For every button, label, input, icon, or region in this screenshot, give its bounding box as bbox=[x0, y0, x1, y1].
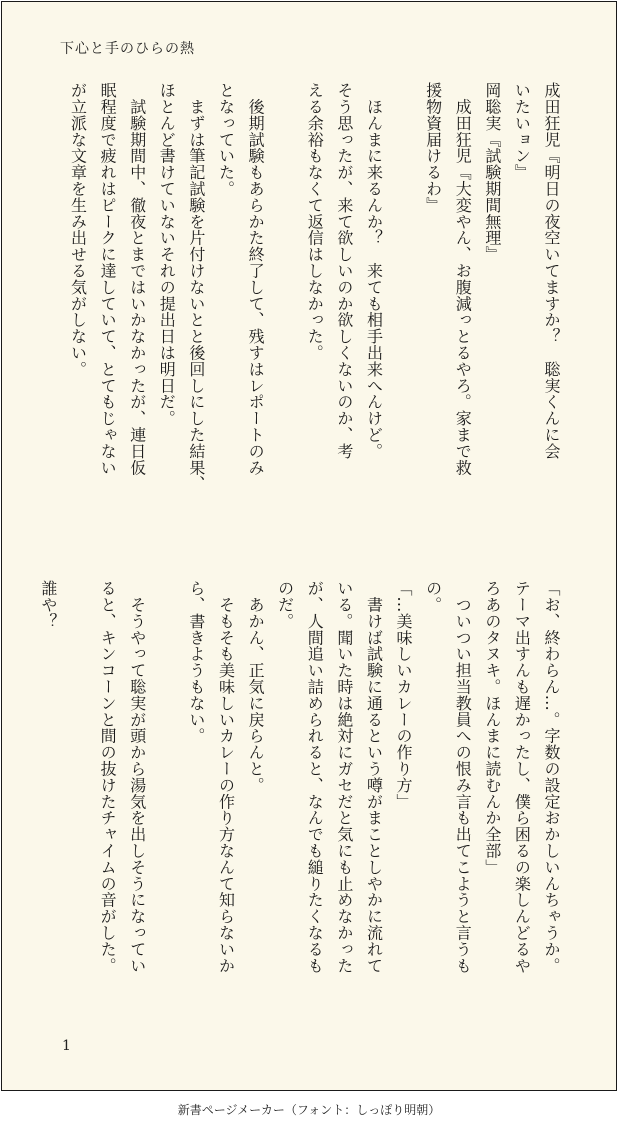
text-line: 後期試験もあらかた終了して、残すはレポートのみ bbox=[246, 82, 266, 476]
text-line: 「…美味しいカレーの作り方」 bbox=[394, 580, 414, 810]
footer-credit: 新書ページメーカー（フォント：しっぽり明朝） bbox=[177, 1103, 441, 1117]
text-line: の。 bbox=[423, 580, 443, 613]
text-line: 誰や？ bbox=[38, 580, 58, 630]
page-number: 1 bbox=[62, 1038, 71, 1054]
lower-text-block bbox=[38, 580, 566, 1040]
text-line: 岡聡実『試験期間無理』 bbox=[482, 82, 502, 263]
text-line: ろあのタヌキ。ほんまに読むんか全部」 bbox=[482, 580, 502, 876]
page-title: 下心と手のひらの熱 bbox=[60, 41, 195, 57]
text-line: 成田狂児『明日の夜空いてますか？ 聡実くんに会 bbox=[542, 82, 561, 460]
text-line: となっていた。 bbox=[216, 82, 236, 197]
upper-text-block bbox=[60, 82, 566, 542]
blank-line bbox=[388, 82, 418, 542]
blank-line bbox=[270, 82, 300, 542]
text-line: そもそも美味しいカレーの作り方なんて知らないか bbox=[216, 580, 236, 974]
text-line: 試験期間中、徹夜とまではいかなかったが、連日仮 bbox=[127, 82, 147, 476]
text-line: 援物資届けるわ』 bbox=[423, 82, 443, 214]
text-line: 「お、終わらん…。字数の設定おかしいんちゃうか。 bbox=[542, 580, 561, 974]
text-line: が立派な文章を生み出せる気がしない。 bbox=[68, 82, 88, 378]
text-line: いたいョン』 bbox=[512, 82, 532, 181]
text-line: ほんまに来るんか？ 来ても相手出来へんけど。 bbox=[364, 82, 384, 460]
text-line: そうやって聡実が頭から湯気を出しそうになってい bbox=[127, 580, 147, 974]
text-line: のだ。 bbox=[275, 580, 295, 630]
text-line: まずは筆記試験を片付けないとと後回しにした結果、 bbox=[186, 82, 206, 492]
text-line: 眠程度で疲れはピークに達していて、とてもじゃない bbox=[98, 82, 118, 476]
text-line: ほとんど書けていないそれの提出日は明日だ。 bbox=[157, 82, 177, 427]
text-line: が、人間追い詰められると、なんでも縋りたくなるも bbox=[305, 580, 325, 974]
text-line: える余裕もなくて返信はしなかった。 bbox=[305, 82, 325, 361]
blank-line bbox=[152, 580, 182, 1040]
text-line: 成田狂児『大変やん、お腹減っとるやろ。家まで救 bbox=[453, 82, 473, 476]
text-line: ると、キンコーンと間の抜けたチャイムの音がした。 bbox=[98, 580, 118, 974]
text-line: 書けば試験に通るという噂がまことしやかに流れて bbox=[364, 580, 384, 974]
book-page bbox=[1, 1, 617, 1091]
text-line: そう思ったが、来て欲しいのか欲しくないのか、考 bbox=[334, 82, 354, 460]
text-line: ついつい担当教員への恨み言も出てこようと言うも bbox=[453, 580, 473, 974]
blank-line bbox=[63, 580, 93, 1040]
text-line: テーマ出すんも遅かったし、僕ら困るの楽しんどるや bbox=[512, 580, 532, 974]
text-line: いる。聞いた時は絶対にガセだと気にも止めなかった bbox=[334, 580, 354, 974]
text-line: あかん、正気に戻らんと。 bbox=[246, 580, 266, 794]
text-line: ら、書きようもない。 bbox=[186, 580, 206, 744]
